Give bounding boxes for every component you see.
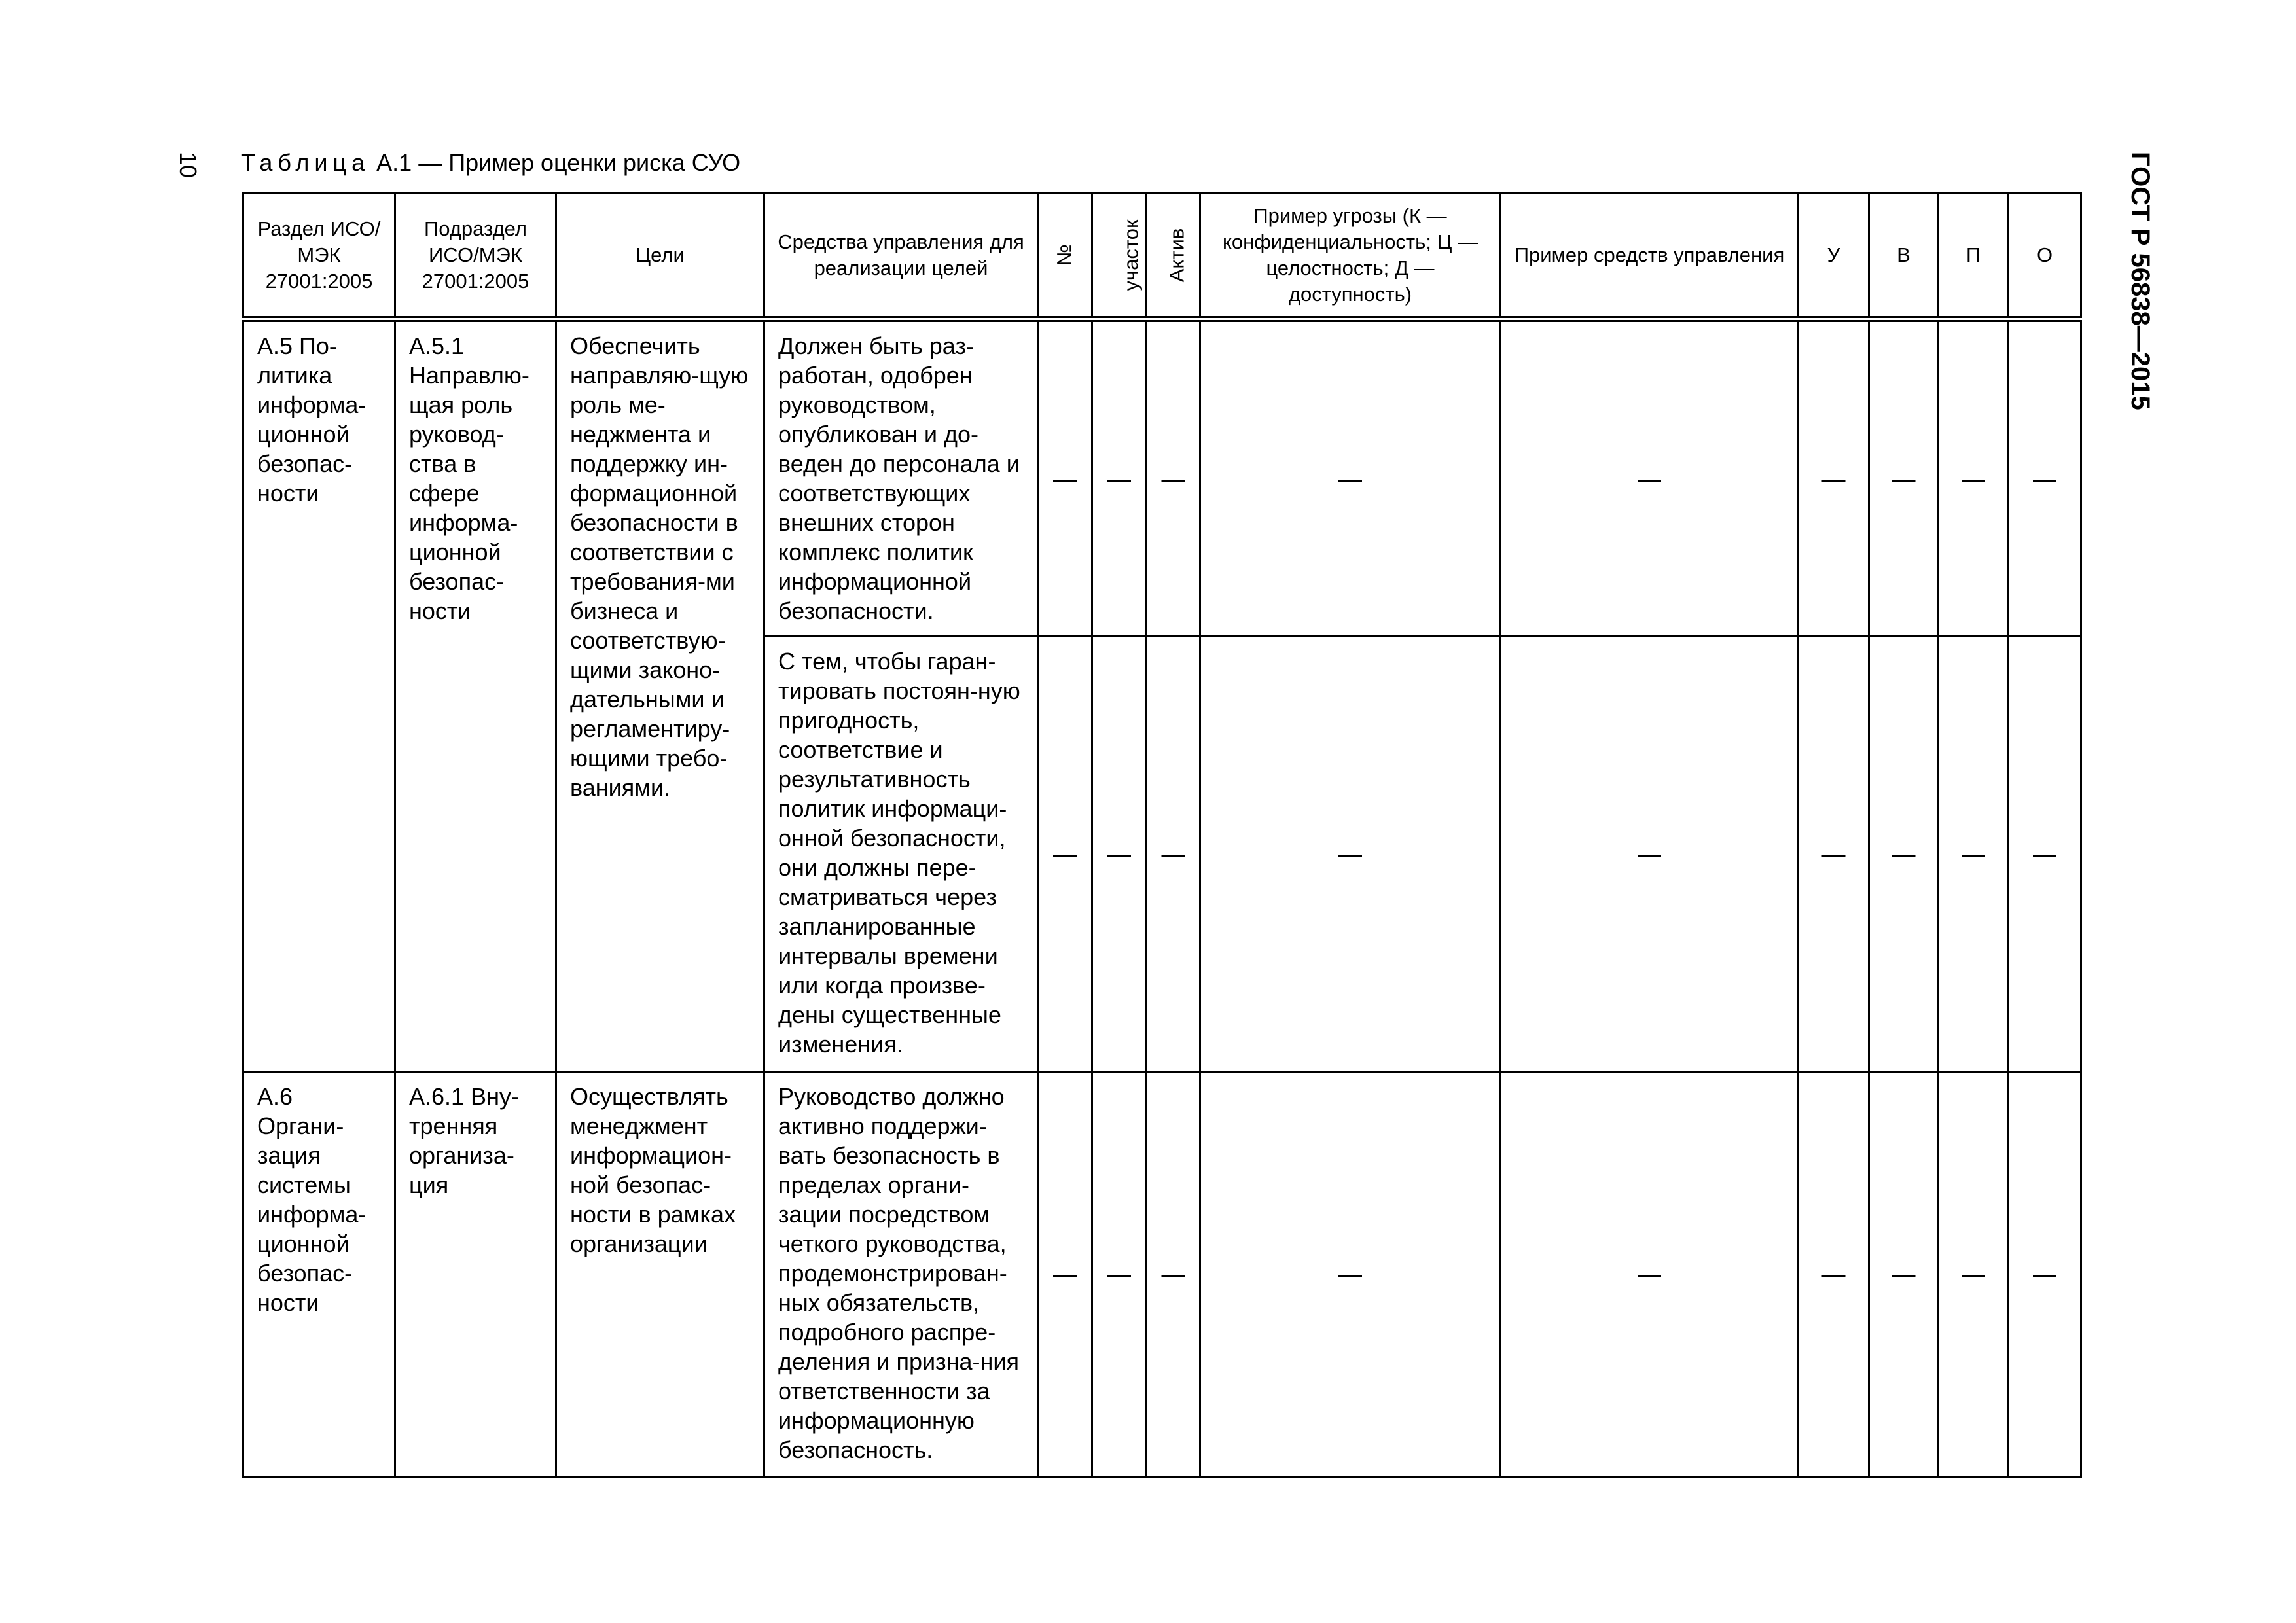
cell-goals: Осуществлять менеджмент информацион-ной безопас-ности в рамках организации — [556, 1071, 764, 1476]
header-controls: Средства управления для реализации целей — [764, 193, 1038, 319]
cell-threat: — — [1200, 319, 1501, 637]
header-p: П — [1939, 193, 2009, 319]
cell-p: — — [1939, 637, 2009, 1072]
cell-subsection: А.6.1 Вну-тренняя организа-ция — [395, 1071, 556, 1476]
cell-site: — — [1092, 319, 1147, 637]
cell-threat: — — [1200, 1071, 1501, 1476]
standard-code: ГОСТ Р 56838—2015 — [2126, 152, 2155, 410]
header-asset — [1147, 193, 1200, 319]
cell-control-examples: — — [1501, 637, 1799, 1072]
cell-subsection: А.5.1 Направлю-щая роль руковод-ства в сфере информа-ционной безопас-ности — [395, 319, 556, 1072]
cell-asset: — — [1147, 1071, 1200, 1476]
table-title — [241, 149, 740, 177]
page-number: 10 — [175, 152, 202, 179]
cell-p: — — [1939, 319, 2009, 637]
cell-o: — — [2009, 1071, 2081, 1476]
table-row — [243, 319, 2081, 637]
cell-section: А.5 По-литика информа-ционной безопас-ности — [243, 319, 395, 1072]
cell-v: — — [1869, 637, 1939, 1072]
cell-o: — — [2009, 637, 2081, 1072]
cell-control-examples: — — [1501, 1071, 1799, 1476]
cell-controls: Должен быть раз-работан, одобрен руководством, опубликован и до-веден до персонала и соответствующих внешних сторон комплекс политик информационной безопасности. — [764, 319, 1038, 637]
header-section: Раздел ИСО/МЭК 27001:2005 — [243, 193, 395, 319]
risk-assessment-table — [242, 192, 2082, 1478]
table-row — [243, 1071, 2081, 1476]
cell-number: — — [1038, 319, 1092, 637]
cell-v: — — [1869, 1071, 1939, 1476]
header-row — [243, 193, 2081, 319]
header-site — [1092, 193, 1147, 319]
cell-v: — — [1869, 319, 1939, 637]
header-goals: Цели — [556, 193, 764, 319]
header-number-label: № — [1052, 243, 1076, 266]
cell-site: — — [1092, 637, 1147, 1072]
table-title-label: Таблица — [241, 149, 370, 176]
cell-p: — — [1939, 1071, 2009, 1476]
cell-controls: Руководство должно активно поддержи-вать безопасность в пределах органи-зации посредством четкого руководства, продемонстрирован-ных обязательств, подробного распре-деления и призна-ния ответственности за информационную безопасность. — [764, 1071, 1038, 1476]
cell-section: А.6 Органи-зация системы информа-ционной безопас-ности — [243, 1071, 395, 1476]
cell-u: — — [1799, 1071, 1869, 1476]
cell-control-examples: — — [1501, 319, 1799, 637]
header-control-examples: Пример средств управления — [1501, 193, 1799, 319]
header-threat: Пример угрозы (К — конфиденциальность; Ц — целостность; Д — доступность) — [1200, 193, 1501, 319]
cell-o: — — [2009, 319, 2081, 637]
cell-goals: Обеспечить направляю-щую роль ме-неджмента и поддержку ин-формационной безопасности в соответствии с требования-ми бизнеса и соответствую-щими законо-дательными и регламентиру-ющими требо-ваниями. — [556, 319, 764, 1072]
header-site-label: участок — [1119, 219, 1143, 291]
cell-asset: — — [1147, 319, 1200, 637]
header-number — [1038, 193, 1092, 319]
cell-controls: С тем, чтобы гаран-тировать постоян-ную пригодность, соответствие и результативность политик информаци-онной безопасности, они должны пере-сматриваться через запланированные интервалы времени или когда произве-дены существенные изменения. — [764, 637, 1038, 1072]
cell-number: — — [1038, 637, 1092, 1072]
cell-u: — — [1799, 637, 1869, 1072]
header-asset-label: Актив — [1165, 228, 1189, 282]
cell-asset: — — [1147, 637, 1200, 1072]
cell-number: — — [1038, 1071, 1092, 1476]
cell-site: — — [1092, 1071, 1147, 1476]
header-v: В — [1869, 193, 1939, 319]
cell-threat: — — [1200, 637, 1501, 1072]
cell-u: — — [1799, 319, 1869, 637]
header-o: О — [2009, 193, 2081, 319]
header-u: У — [1799, 193, 1869, 319]
header-subsection: Подраздел ИСО/МЭК 27001:2005 — [395, 193, 556, 319]
table-title-text: А.1 — Пример оценки риска СУО — [370, 149, 741, 176]
